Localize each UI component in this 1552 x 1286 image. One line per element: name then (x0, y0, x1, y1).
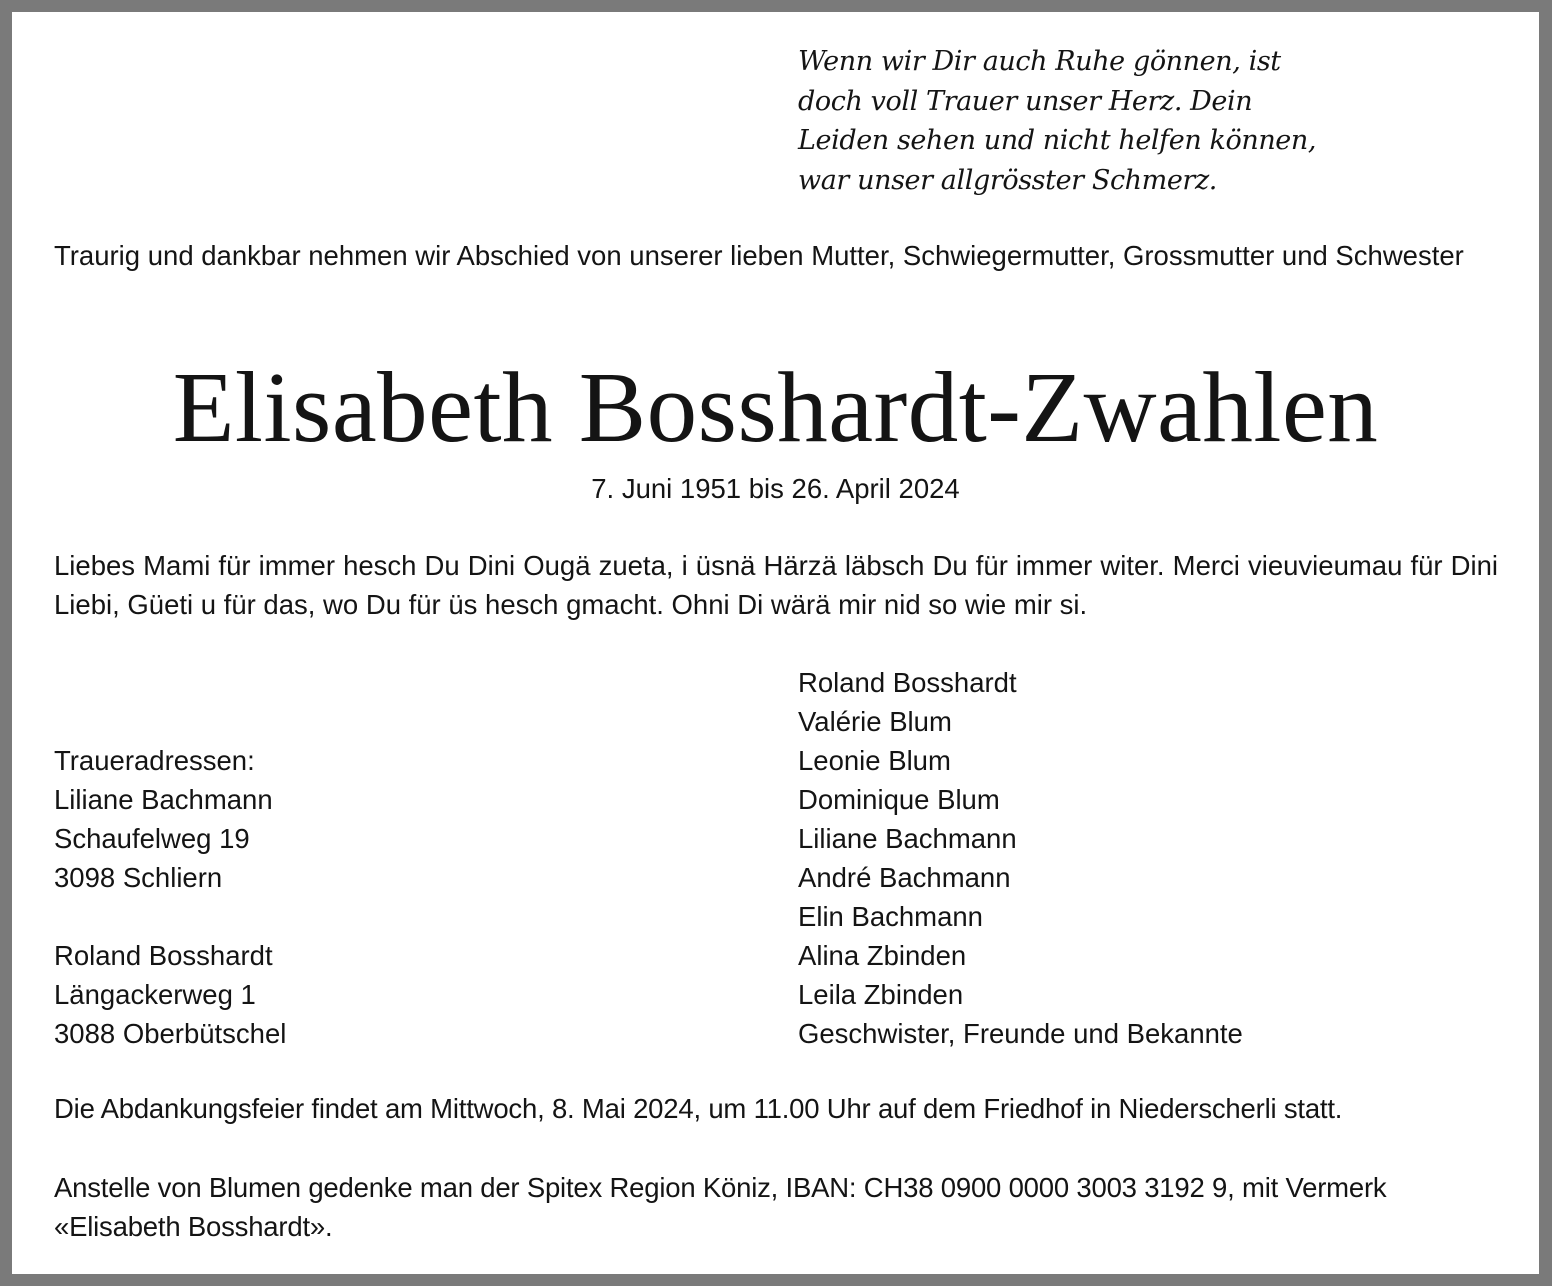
poem-line: war unser allgrösster Schmerz. (798, 164, 1217, 196)
poem-line: Wenn wir Dir auch Ruhe gönnen, ist (798, 46, 1281, 77)
spacer (54, 897, 694, 936)
deceased-name: Elisabeth Bosshardt-Zwahlen (172, 351, 1379, 463)
mourner-name: André Bachmann (798, 862, 1011, 893)
address-line: Liliane Bachmann (54, 784, 273, 815)
donation-line: Anstelle von Blumen gedenke man der Spitex Region Köniz, IBAN: CH38 0900 0000 3003 3192 9, mit Vermerk (54, 1172, 1387, 1203)
mourners-list (798, 663, 1498, 1053)
mourner-name: Roland Bosshardt (798, 667, 1017, 698)
address-line: Schaufelweg 19 (54, 823, 250, 854)
mourner-name: Geschwister, Freunde und Bekannte (798, 1018, 1243, 1049)
obituary-notice (12, 12, 1539, 1274)
mourner-name: Elin Bachmann (798, 901, 983, 932)
addresses-heading: Traueradressen: (54, 745, 255, 776)
mourner-name: Leila Zbinden (798, 979, 964, 1010)
poem-line: doch voll Trauer unser Herz. Dein (798, 85, 1253, 117)
mourner-name: Leonie Blum (798, 745, 951, 776)
intro-text: Traurig und dankbar nehmen wir Abschied von unserer lieben Mutter, Schwiegermutter, Grossmutter und Schwester (54, 240, 1464, 271)
mourner-name: Liliane Bachmann (798, 823, 1017, 854)
donation-info (54, 1169, 1498, 1246)
ceremony-info: Die Abdankungsfeier findet am Mittwoch, 8. Mai 2024, um 11.00 Uhr auf dem Friedhof in Niederscherli statt. (54, 1093, 1343, 1124)
address-line: Längackerweg 1 (54, 979, 256, 1010)
personal-message: Liebes Mami für immer hesch Du Dini Ougä zueta, i üsnä Härzä läbsch Du für immer witer. Merci vieuvieumau für Dini Liebi, Güeti u für das, wo Du für üs hesch gmacht. Ohni Di wärä mir nid so wie mir si. (54, 550, 1498, 620)
mourning-addresses (54, 741, 694, 1053)
mourner-name: Valérie Blum (798, 706, 952, 737)
address-line: 3098 Schliern (54, 862, 223, 893)
address-line: Roland Bosshardt (54, 940, 273, 971)
life-dates: 7. Juni 1951 bis 26. April 2024 (591, 473, 960, 504)
donation-line: «Elisabeth Bosshardt». (54, 1210, 333, 1242)
mourner-name: Dominique Blum (798, 784, 1000, 815)
poem-verse (798, 42, 1358, 200)
poem-line: Leiden sehen und nicht helfen können, (798, 125, 1317, 156)
address-line: 3088 Oberbütschel (54, 1018, 287, 1049)
mourner-name: Alina Zbinden (798, 940, 967, 971)
